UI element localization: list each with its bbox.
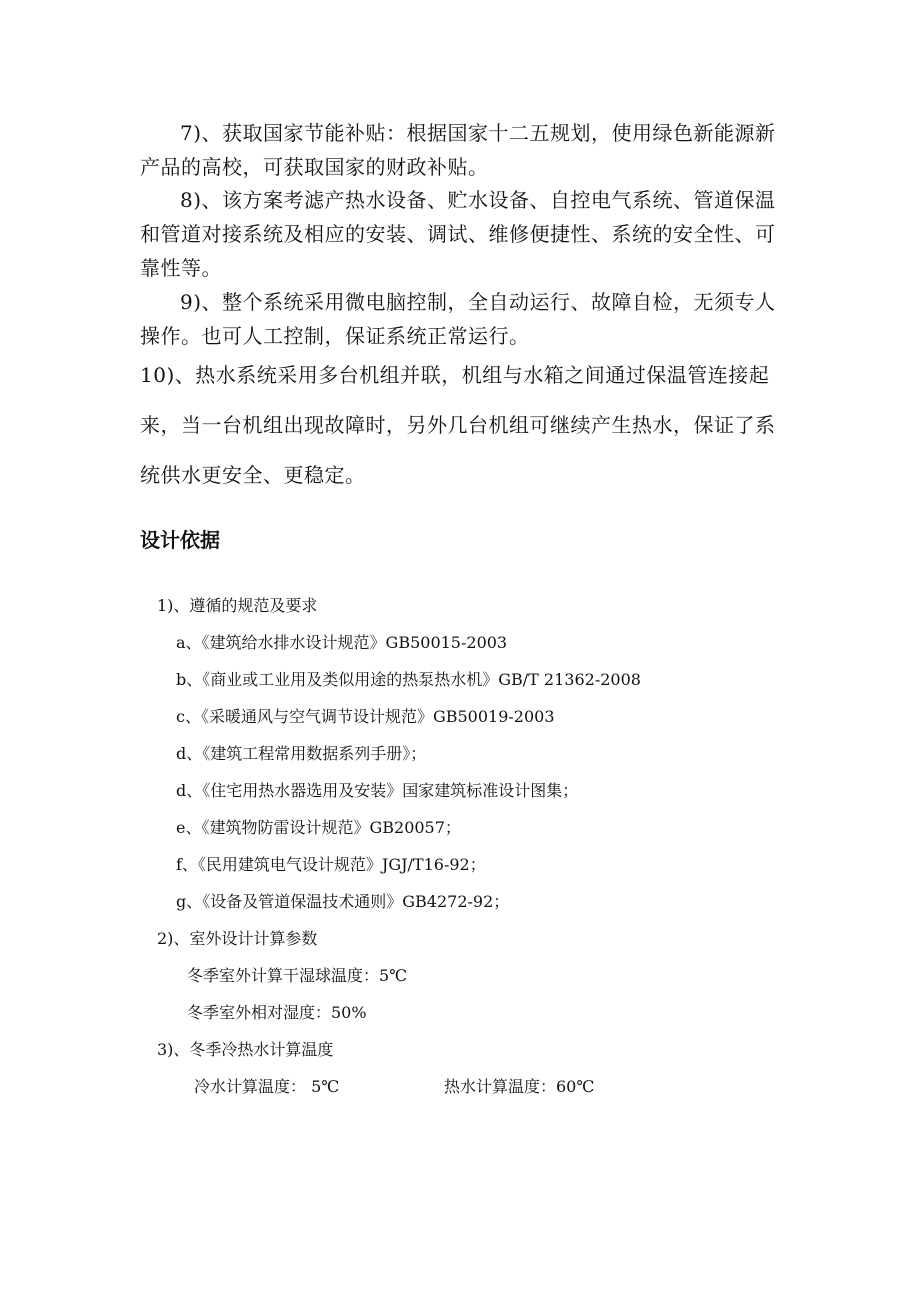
standard-item: g、《设备及管道保温技术通则》GB4272-92； [176,892,510,911]
outdoor-parameter: 冬季室外相对湿度：50% [187,1003,367,1022]
standard-item: e、《建筑物防雷设计规范》GB20057； [176,818,461,837]
section-3-title: 3)、冬季冷热水计算温度 [157,1040,334,1059]
paragraph-8: 8)、该方案考滤产热水设备、贮水设备、自控电气系统、管道保温和管道对接系统及相应的安装、调试、维修便捷性、系统的安全性、可靠性等。 [140,188,776,280]
paragraph-10: 10)、热水系统采用多台机组并联，机组与水箱之间通过保温管连接起来，当一台机组出现故障时，另外几台机组可继续产生热水，保证了系统供水更安全、更稳定。 [140,363,776,487]
standard-item: f、《民用建筑电气设计规范》JGJ/T16-92； [176,855,486,874]
section-1-title: 1)、遵循的规范及要求 [157,596,318,615]
hot-water-temperature: 热水计算温度：60℃ [444,1077,595,1096]
outdoor-parameter: 冬季室外计算干湿球温度：5℃ [187,966,408,985]
standard-item: c、《采暖通风与空气调节设计规范》GB50019-2003 [176,707,555,726]
standard-item: b、《商业或工业用及类似用途的热泵热水机》GB/T 21362-2008 [176,670,641,689]
paragraph-9: 9)、整个系统采用微电脑控制，全自动运行、故障自检，无须专人操作。也可人工控制，保证系统正常运行。 [140,290,776,348]
section-2-title: 2)、室外设计计算参数 [157,929,318,948]
paragraph-7: 7)、获取国家节能补贴：根据国家十二五规划，使用绿色新能源新产品的高校，可获取国家的财政补贴。 [140,121,776,179]
standard-item: d、《住宅用热水器选用及安装》国家建筑标准设计图集； [176,781,579,800]
standard-item: d、《建筑工程常用数据系列手册》； [176,744,427,763]
cold-water-temperature: 冷水计算温度： 5℃ [194,1077,340,1096]
section-heading-design-basis: 设计依据 [140,528,220,552]
standard-item: a、《建筑给水排水设计规范》GB50015-2003 [176,633,508,652]
